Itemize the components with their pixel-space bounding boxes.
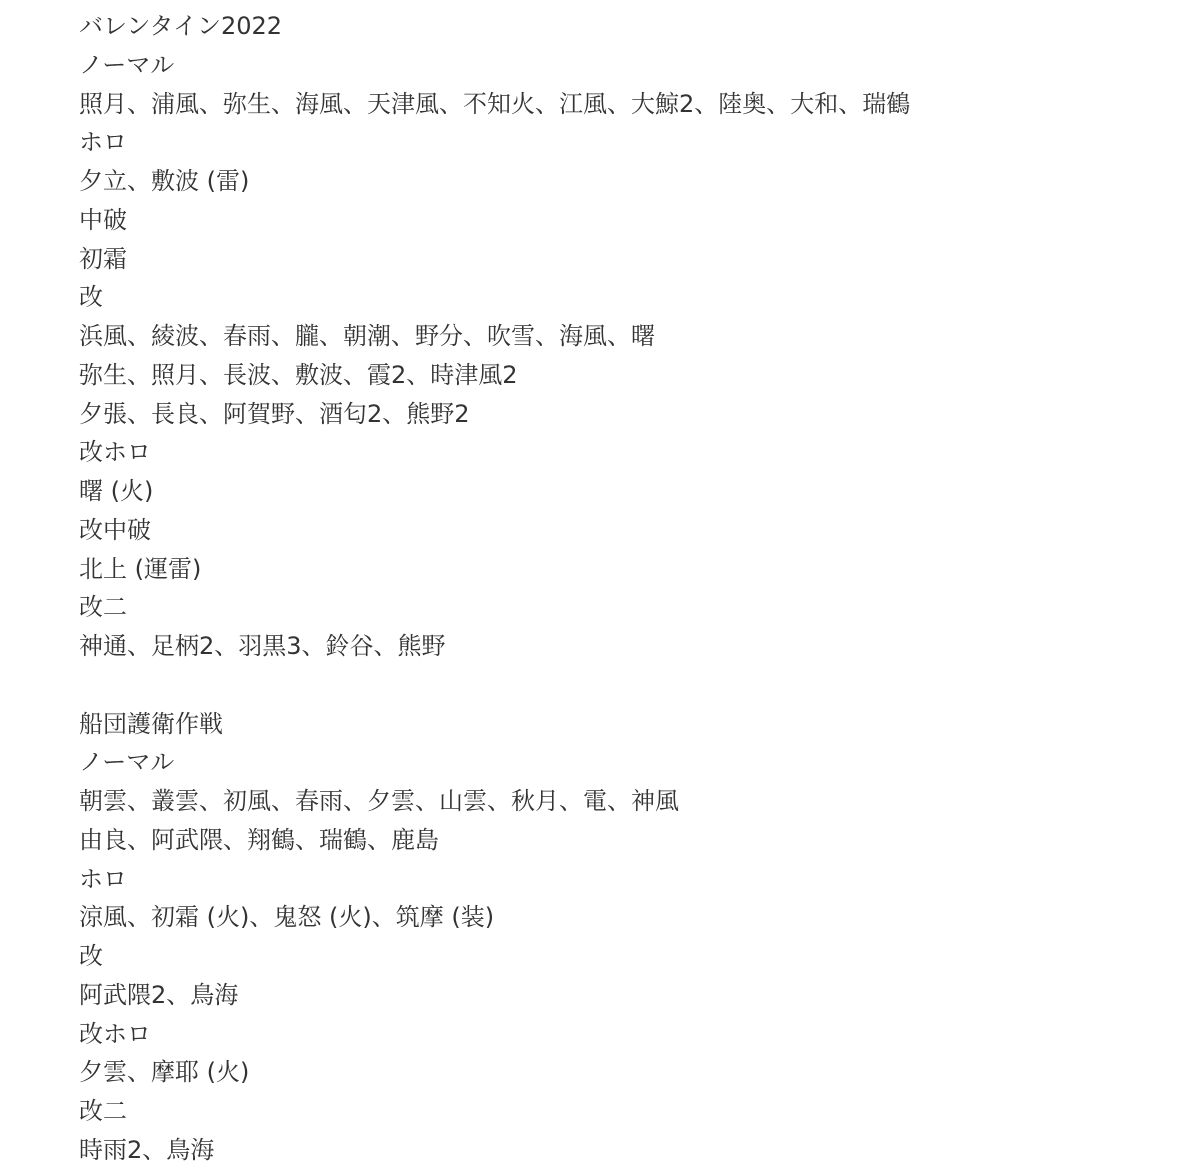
text-line: 時雨2、鳥海 — [79, 1135, 215, 1164]
text-line: ホロ — [79, 128, 127, 157]
section-valentine-2022 — [79, 7, 1179, 666]
text-line: 涼風、初霜 (火)、鬼怒 (火)、筑摩 (装) — [79, 903, 495, 932]
text-line: 照月、浦風、弥生、海風、天津風、不知火、江風、大鯨2、陸奥、大和、瑞鶴 — [79, 89, 911, 118]
text-line: 由良、阿武隈、翔鶴、瑞鶴、鹿島 — [79, 825, 439, 854]
text-line: 初霜 — [79, 244, 127, 273]
text-line: 改中破 — [79, 515, 151, 544]
text-line: 改二 — [79, 1097, 127, 1125]
text-line: 朝雲、叢雲、初風、春雨、夕雲、山雲、秋月、電、神風 — [79, 787, 679, 815]
document-body — [79, 7, 1179, 1170]
text-line: 曙 (火) — [79, 477, 154, 505]
text-line: 改ホロ — [79, 438, 151, 467]
section-title: バレンタイン2022 — [79, 12, 283, 40]
text-line: 阿武隈2、鳥海 — [79, 980, 239, 1009]
section-spacer — [79, 666, 1179, 705]
text-line: 中破 — [79, 205, 127, 234]
text-line: 北上 (運雷) — [79, 554, 202, 583]
text-line: ホロ — [79, 864, 127, 893]
text-line: ノーマル — [79, 50, 175, 79]
text-line: 神通、足柄2、羽黒3、鈴谷、熊野 — [79, 632, 446, 660]
text-line: 浜風、綾波、春雨、朧、朝潮、野分、吹雪、海風、曙 — [79, 322, 655, 350]
section-title: 船団護衛作戦 — [79, 709, 223, 738]
text-line: 夕張、長良、阿賀野、酒匂2、熊野2 — [79, 399, 470, 428]
text-line: 改 — [79, 283, 103, 312]
text-line: 改 — [79, 942, 103, 970]
text-line: 夕立、敷波 (雷) — [79, 167, 250, 195]
text-line: 夕雲、摩耶 (火) — [79, 1058, 250, 1087]
text-line: 改二 — [79, 593, 127, 622]
text-line: ノーマル — [79, 748, 175, 777]
section-convoy-escort — [79, 705, 1179, 1170]
text-line: 改ホロ — [79, 1019, 151, 1048]
text-line: 弥生、照月、長波、敷波、霞2、時津風2 — [79, 360, 518, 389]
